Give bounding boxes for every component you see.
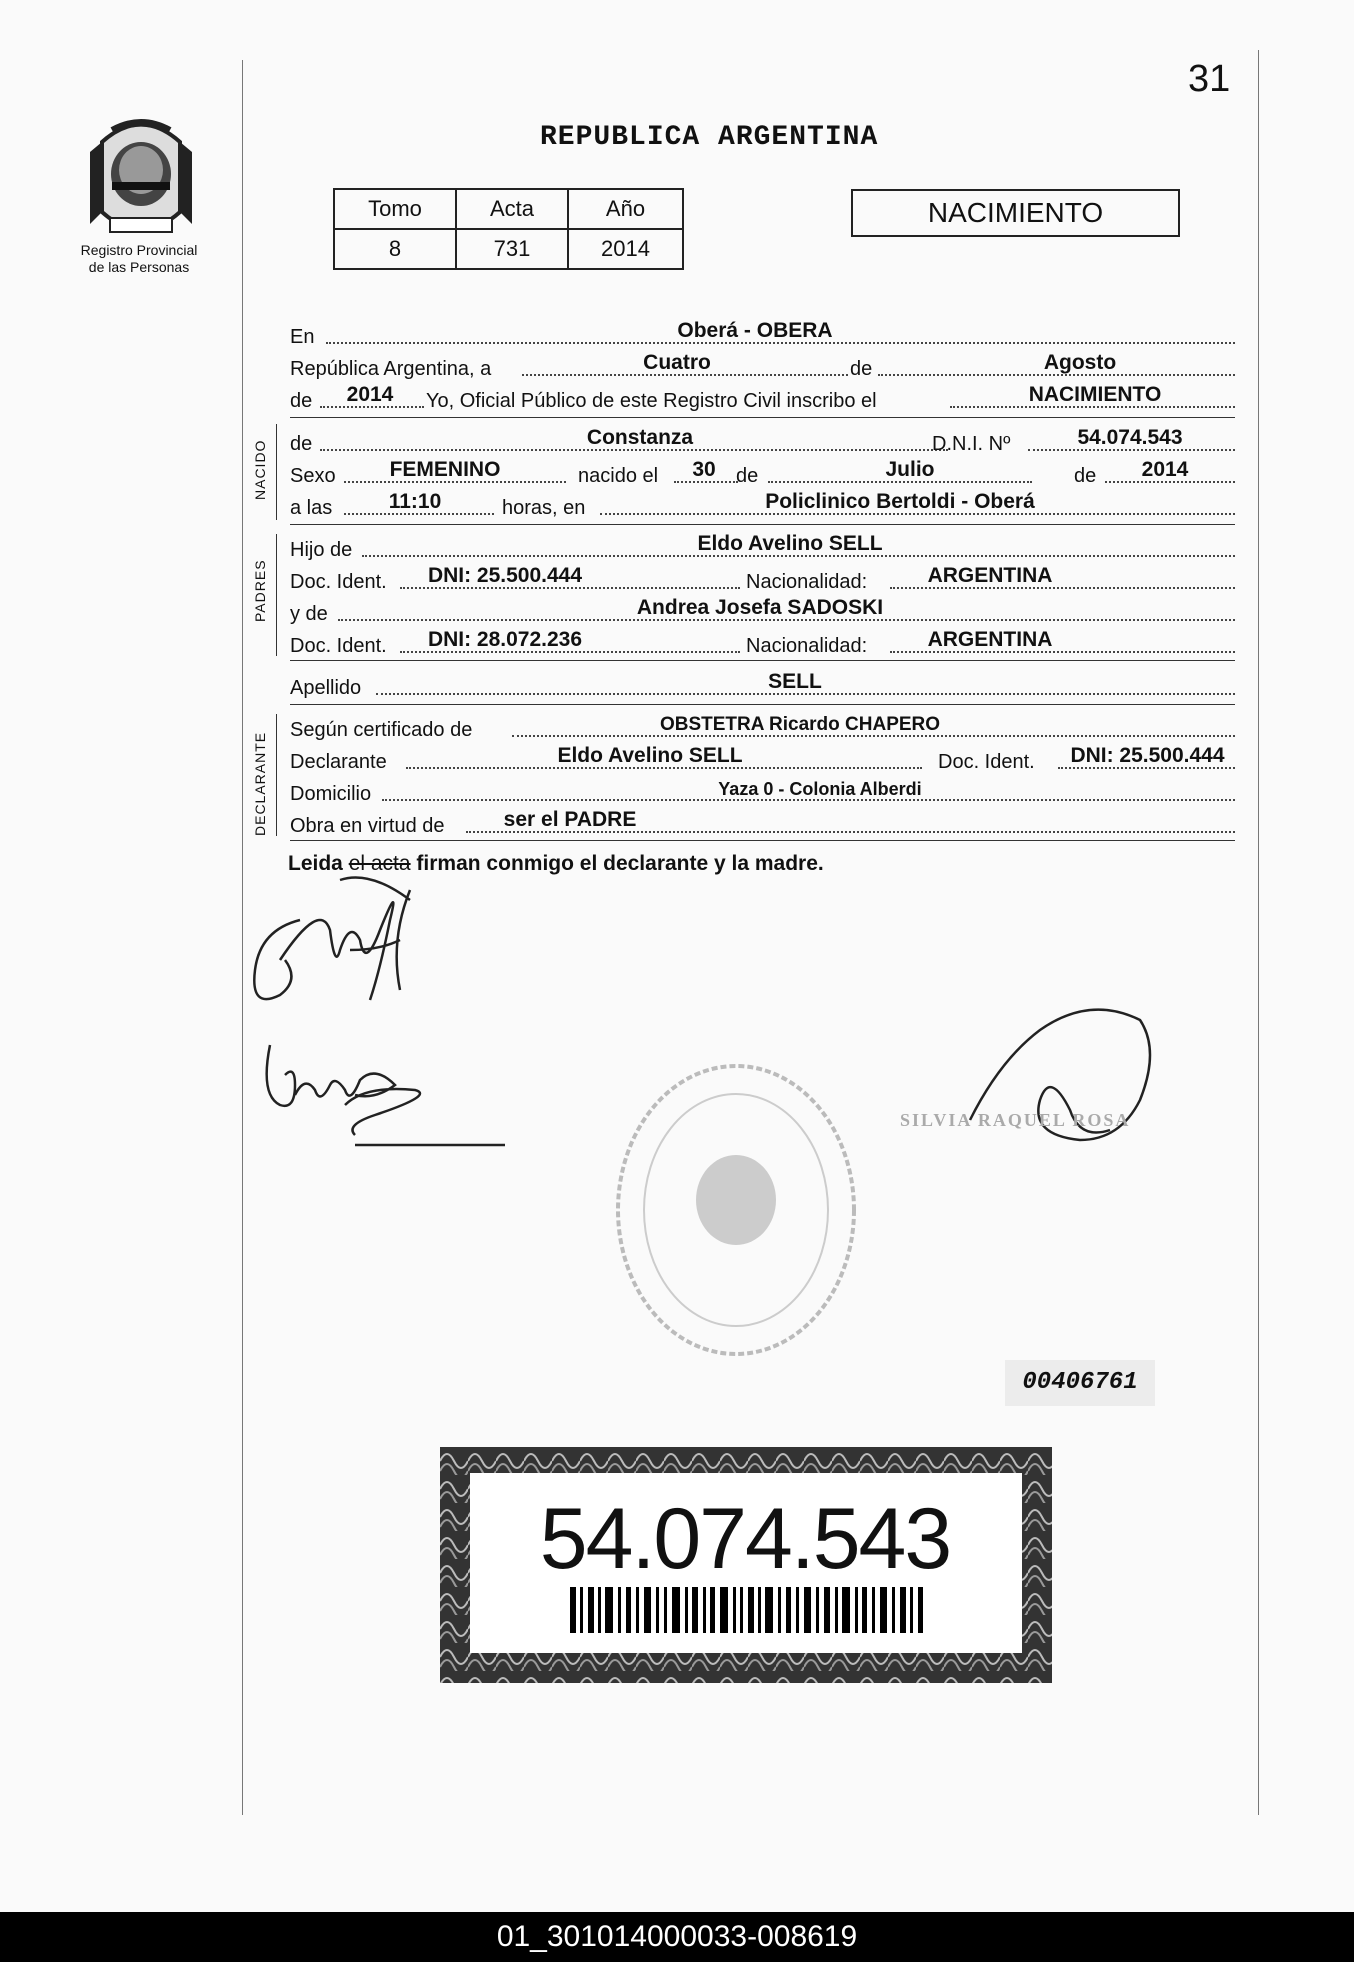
nombre-label: de (290, 433, 313, 455)
row-apellido (290, 668, 1235, 700)
anio-header: Año (568, 189, 683, 229)
section-nacido: NACIDO (252, 439, 268, 500)
de1-label: de (850, 358, 873, 380)
row-padre (290, 530, 1235, 562)
row-inscripcion (290, 381, 1235, 413)
mes-value: Agosto (1043, 351, 1117, 374)
row-declarante (290, 742, 1235, 774)
anio-value: 2014 (568, 229, 683, 269)
acta-header: Acta (456, 189, 568, 229)
nacido-mes: Julio (885, 458, 935, 481)
right-margin-rule (1258, 50, 1259, 1815)
inscribo-label: Yo, Oficial Público de este Registro Civil inscribo el (426, 390, 877, 412)
official-name-stamp: SILVIA RAQUEL ROSA (900, 1110, 1131, 1130)
row-republica (290, 349, 1235, 381)
certificado-value: OBSTETRA Ricardo CHAPERO (659, 714, 941, 735)
declarante-dni: DNI: 25.500.444 (1070, 744, 1225, 767)
row-nombre (290, 424, 1235, 456)
inscribo-value: NACIMIENTO (1028, 383, 1162, 406)
republica-label: República Argentina, a (290, 358, 492, 380)
madre-dni: DNI: 28.072.236 (427, 628, 583, 651)
padre-value: Eldo Avelino SELL (697, 532, 883, 555)
domicilio-value: Yaza 0 - Colonia Alberdi (718, 779, 922, 799)
mother-signature (255, 1035, 505, 1155)
document-title: REPUBLICA ARGENTINA (540, 122, 879, 153)
row-certificado (290, 710, 1235, 742)
declarante-value: Eldo Avelino SELL (557, 744, 743, 767)
nac2-label: Nacionalidad: (746, 635, 868, 657)
de3-label: de (736, 465, 759, 487)
row-madre (290, 594, 1235, 626)
madre-value: Andrea Josefa SADOSKI (636, 596, 884, 619)
certificado-label: Según certificado de (290, 719, 473, 741)
closing-after: firman conmigo el declarante y la madre. (416, 852, 824, 875)
dni-label: D.N.I. Nº (932, 433, 1011, 455)
row-obra (290, 806, 1235, 838)
closing-struck: el acta (348, 852, 411, 875)
tomo-header: Tomo (334, 189, 456, 229)
padre-dni: DNI: 25.500.444 (427, 564, 583, 587)
registry-name-line1: Registro Provincial (80, 242, 198, 258)
act-type-box: NACIMIENTO (851, 189, 1180, 237)
alas-label: a las (290, 497, 333, 519)
padre-nac: ARGENTINA (927, 564, 1053, 587)
doc3-label: Doc. Ident. (938, 751, 1035, 773)
doc1-label: Doc. Ident. (290, 571, 387, 593)
barcode-number: 54.074.543 (539, 1491, 951, 1587)
declarant-signature (240, 860, 440, 1020)
registry-logo (82, 112, 200, 242)
tomo-value: 8 (334, 229, 456, 269)
dia-value: Cuatro (643, 351, 711, 374)
registry-name (64, 242, 214, 276)
doc2-label: Doc. Ident. (290, 635, 387, 657)
apellido-label: Apellido (290, 677, 362, 699)
row-padre-doc (290, 562, 1235, 594)
closing-before: Leida (288, 852, 343, 875)
lugar-value: Policlinico Bertoldi - Oberá (765, 490, 1035, 513)
row-hora (290, 488, 1235, 520)
madre-nac: ARGENTINA (927, 628, 1053, 651)
official-signature (960, 1000, 1160, 1200)
obra-label: Obra en virtud de (290, 815, 445, 837)
yde-label: y de (290, 603, 328, 625)
declarante-label: Declarante (290, 751, 387, 773)
nacido-anio: 2014 (1141, 458, 1189, 481)
official-stamp-icon (612, 1060, 860, 1360)
obra-value: ser el PADRE (503, 808, 637, 831)
row-domicilio (290, 774, 1235, 806)
de4-label: de (1074, 465, 1097, 487)
hora-value: 11:10 (388, 490, 442, 513)
sexo-label: Sexo (290, 465, 336, 487)
registry-name-line2: de las Personas (88, 259, 190, 275)
row-en (290, 317, 1235, 349)
horas-label: horas, en (502, 497, 586, 519)
dni-value: 54.074.543 (1077, 426, 1183, 449)
anio-inscripcion: 2014 (346, 383, 394, 406)
scan-footer: 01_301014000033-008619 (0, 1912, 1354, 1962)
sexo-value: FEMENINO (389, 458, 501, 481)
nombre-value: Constanza (586, 426, 694, 449)
acta-value: 731 (456, 229, 568, 269)
domicilio-label: Domicilio (290, 783, 372, 805)
section-declarante: DECLARANTE (252, 731, 268, 836)
nac1-label: Nacionalidad: (746, 571, 868, 593)
apellido-value: SELL (768, 670, 822, 693)
page-number: 31 (1188, 58, 1231, 100)
hijo-label: Hijo de (290, 539, 353, 561)
section-padres: PADRES (252, 559, 268, 622)
row-madre-doc (290, 626, 1235, 658)
serial-number: 00406761 (1005, 1360, 1155, 1406)
row-sexo (290, 456, 1235, 488)
nacido-dia: 30 (692, 458, 716, 481)
en-value: Oberá - OBERA (677, 319, 833, 342)
record-table (333, 188, 684, 270)
en-label: En (290, 326, 315, 348)
de2-label: de (290, 390, 313, 412)
nacido-label: nacido el (578, 465, 659, 487)
